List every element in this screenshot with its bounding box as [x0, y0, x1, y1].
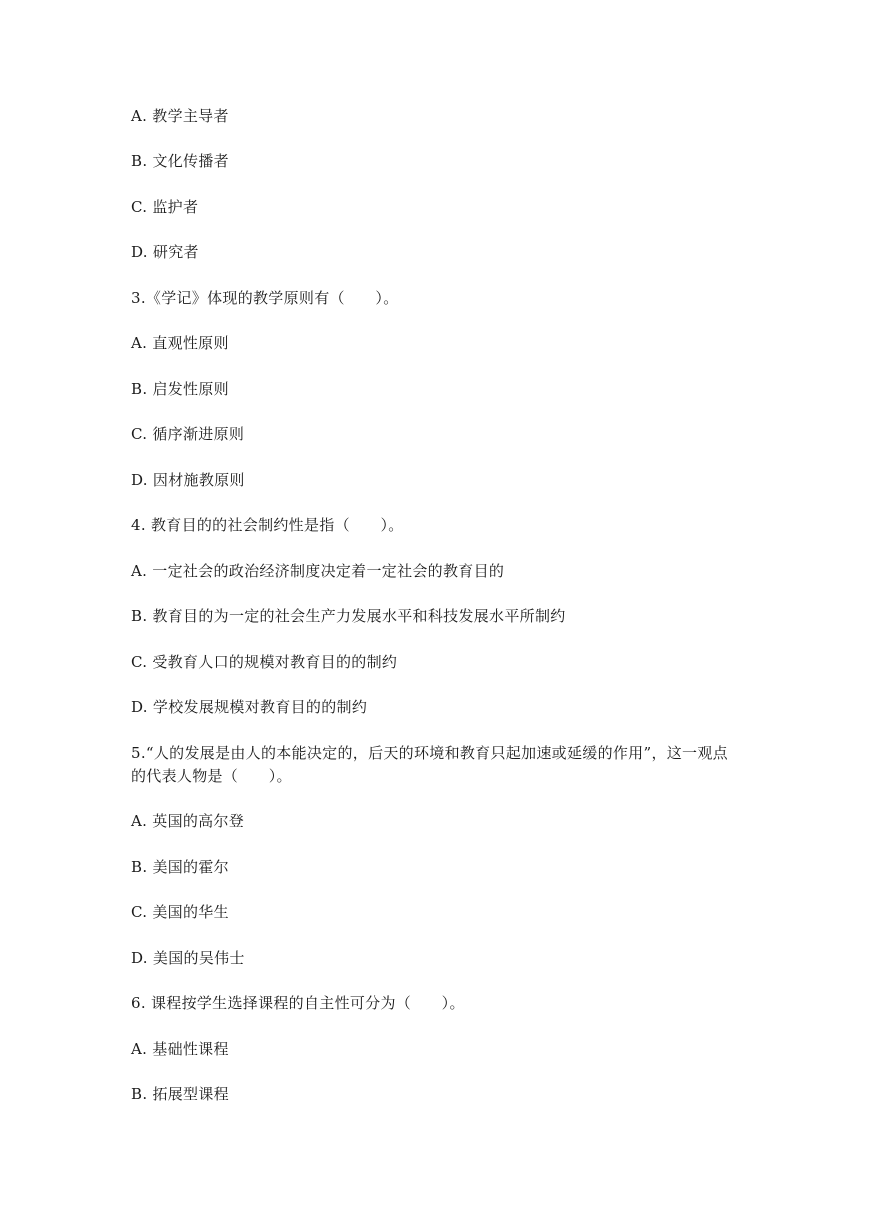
q5-option-b: B. 美国的霍尔 [131, 858, 229, 876]
q6-option-a: A. 基础性课程 [131, 1040, 229, 1058]
q6-question: 6. 课程按学生选择课程的自主性可分为（ ）。 [131, 994, 465, 1012]
q2-option-c: C. 监护者 [131, 198, 199, 216]
q4-question: 4. 教育目的的社会制约性是指（ ）。 [131, 516, 404, 534]
q3-option-c: C. 循序渐进原则 [131, 425, 245, 443]
q2-option-b: B. 文化传播者 [131, 152, 229, 170]
q3-option-d: D. 因材施教原则 [131, 471, 245, 489]
q4-option-b: B. 教育目的为一定的社会生产力发展水平和科技发展水平所制约 [131, 607, 566, 625]
q4-option-d: D. 学校发展规模对教育目的的制约 [131, 698, 368, 716]
q2-option-a: A. 教学主导者 [131, 107, 229, 125]
q2-option-d: D. 研究者 [131, 243, 199, 261]
q5-option-a: A. 英国的高尔登 [131, 812, 245, 830]
q4-option-a: A. 一定社会的政治经济制度决定着一定社会的教育目的 [131, 562, 505, 580]
q3-question: 3.《学记》体现的教学原则有（ ）。 [131, 289, 399, 307]
q5-question-line1: 5.“人的发展是由人的本能决定的，后天的环境和教育只起加速或延缓的作用”，这一观点 [131, 744, 728, 762]
q5-option-d: D. 美国的吴伟士 [131, 949, 245, 967]
q6-option-b: B. 拓展型课程 [131, 1085, 229, 1103]
q3-option-b: B. 启发性原则 [131, 380, 229, 398]
q4-option-c: C. 受教育人口的规模对教育目的的制约 [131, 653, 398, 671]
q5-option-c: C. 美国的华生 [131, 903, 229, 921]
q5-question-line2: 的代表人物是（ ）。 [131, 767, 292, 785]
q3-option-a: A. 直观性原则 [131, 334, 229, 352]
